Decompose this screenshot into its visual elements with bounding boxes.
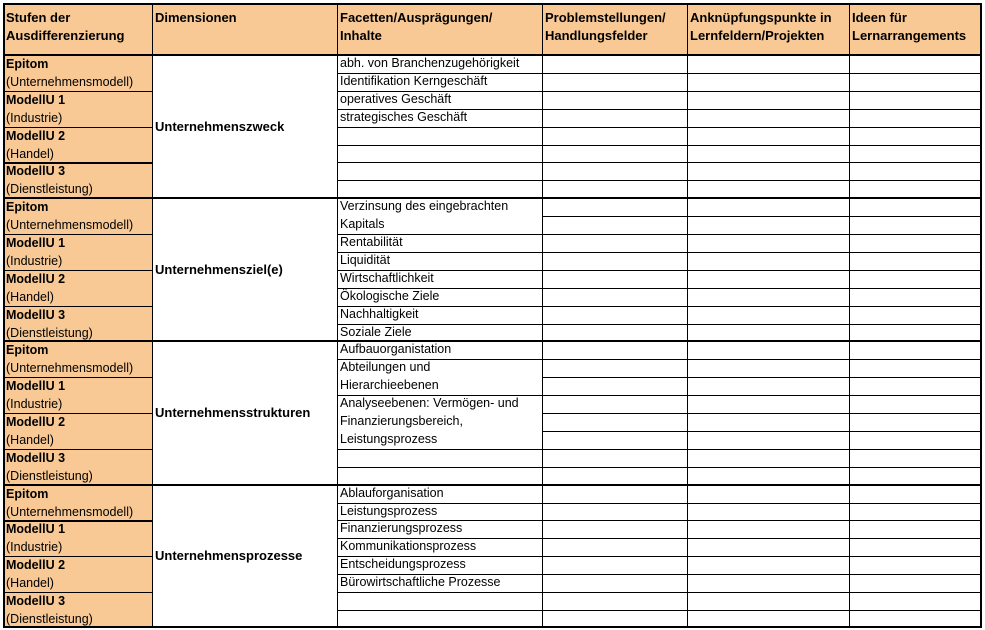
stage-cell — [3, 162, 152, 198]
stage-subtitle: (Unternehmensmodell) — [6, 504, 134, 519]
facet-cell: Rentabilität — [340, 235, 403, 249]
stage-subtitle: (Unternehmensmodell) — [6, 75, 134, 89]
stage-cell — [3, 413, 152, 449]
stage-name: ModellU 1 — [6, 522, 66, 537]
stage-cell — [3, 485, 152, 521]
header-ideen: Ideen für Lernarrangements — [849, 3, 982, 55]
header-stufen: Stufen der Ausdifferenzierung — [3, 3, 152, 55]
stage-name: ModellU 3 — [6, 450, 66, 465]
facet-cell: Nachhaltigkeit — [340, 306, 419, 321]
stage-divider — [3, 377, 152, 378]
stage-cell — [3, 377, 152, 413]
stage-divider — [3, 449, 152, 450]
dimension-unternehmensstrukturen: Unternehmensstrukturen — [155, 404, 311, 420]
stage-name: Epitom — [6, 200, 49, 215]
stage-name: ModellU 2 — [6, 271, 66, 286]
table — [3, 3, 982, 626]
stage-divider — [3, 234, 152, 235]
facet-cell: Wirtschaftlichkeit — [340, 270, 434, 285]
stage-name: ModellU 1 — [6, 379, 66, 394]
stage-name: Epitom — [6, 343, 49, 358]
facet-divider — [337, 324, 542, 325]
facet-divider — [337, 556, 542, 557]
stage-subtitle: (Industrie) — [6, 254, 63, 268]
section-divider — [3, 197, 982, 199]
table-top-border — [3, 3, 982, 5]
stage-cell — [3, 198, 152, 234]
stage-subtitle: (Industrie) — [6, 540, 63, 555]
facet-cell: Aufbauorganistation — [340, 342, 452, 357]
stage-subtitle: (Dienstleistung) — [6, 325, 93, 340]
stage-divider — [3, 162, 152, 163]
stage-name: ModellU 3 — [6, 307, 66, 322]
facet-divider — [337, 288, 542, 289]
facet-divider — [337, 538, 542, 539]
facet-divider — [337, 234, 542, 235]
facet-divider — [337, 162, 542, 163]
facet-divider — [337, 306, 542, 307]
grid-row-divider — [542, 234, 982, 235]
dimension-unternehmensziel-e: Unternehmensziel(e) — [155, 261, 283, 277]
facet-divider — [337, 145, 542, 146]
grid-row-divider — [542, 610, 982, 611]
stage-subtitle: (Dienstleistung) — [6, 612, 93, 626]
grid-row-divider — [542, 503, 982, 504]
facet-cell: Verzinsung des eingebrachten Kapitals — [340, 199, 509, 232]
stage-cell — [3, 127, 152, 163]
stage-divider — [3, 127, 152, 128]
stage-name: ModellU 1 — [6, 236, 66, 250]
facet-cell: Entscheidungsprozess — [340, 557, 466, 572]
stage-subtitle: (Dienstleistung) — [6, 468, 93, 483]
stage-cell — [3, 91, 152, 127]
grid-row-divider — [542, 73, 982, 74]
stage-cell — [3, 55, 152, 91]
stage-subtitle: (Industrie) — [6, 110, 63, 125]
facet-cell: Soziale Ziele — [340, 324, 412, 339]
facet-cell: Kommunikationsprozess — [340, 539, 477, 554]
empty-facet-cell — [337, 145, 542, 163]
facet-cell: Analyseebenen: Vermögen- und Finanzierungsbereich, Leistungsprozess — [340, 396, 519, 446]
facet-divider — [337, 127, 542, 128]
facet-cell: Ablauforganisation — [340, 485, 444, 500]
grid-row-divider — [542, 306, 982, 307]
facet-divider — [337, 252, 542, 253]
facet-divider — [337, 91, 542, 92]
empty-facet-cell — [337, 162, 542, 180]
column-divider — [980, 3, 982, 628]
column-divider — [337, 3, 338, 628]
facet-divider — [337, 359, 542, 360]
section-divider — [3, 484, 982, 486]
stage-subtitle: (Handel) — [6, 289, 54, 304]
grid-row-divider — [542, 556, 982, 557]
facet-cell: Finanzierungsprozess — [340, 521, 463, 536]
stage-cell — [3, 520, 152, 556]
table-bottom-border — [3, 626, 982, 628]
facet-divider — [337, 592, 542, 593]
facet-cell: Liquidität — [340, 252, 391, 267]
facet-divider — [337, 449, 542, 450]
grid-row-divider — [542, 145, 982, 146]
section-divider — [3, 340, 982, 342]
grid-row-divider — [542, 520, 982, 521]
grid-row-divider — [542, 592, 982, 593]
dimension-unternehmenszweck: Unternehmenszweck — [155, 118, 285, 134]
header-dimensionen: Dimensionen — [152, 3, 337, 55]
facet-divider — [337, 610, 542, 611]
stage-cell — [3, 306, 152, 342]
facet-cell: Leistungsprozess — [340, 503, 438, 518]
stage-subtitle: (Industrie) — [6, 397, 63, 412]
stage-cell — [3, 592, 152, 628]
grid-row-divider — [542, 252, 982, 253]
grid-row-divider — [542, 449, 982, 450]
grid-row-divider — [542, 413, 982, 414]
grid-row-divider — [542, 109, 982, 110]
grid-row-divider — [542, 216, 982, 217]
column-divider — [687, 3, 688, 628]
stage-divider — [3, 306, 152, 307]
stage-name: ModellU 2 — [6, 415, 66, 429]
stage-cell — [3, 449, 152, 485]
facet-divider — [337, 503, 542, 504]
grid-row-divider — [542, 431, 982, 432]
header-problemstellungen: Problemstellungen/ Handlungsfelder — [542, 3, 687, 55]
facet-divider — [337, 270, 542, 271]
stage-name: ModellU 3 — [6, 594, 66, 608]
facet-divider — [337, 180, 542, 181]
stage-subtitle: (Handel) — [6, 433, 54, 447]
grid-row-divider — [542, 538, 982, 539]
dimension-unternehmensprozesse: Unternehmensprozesse — [155, 548, 303, 564]
grid-row-divider — [542, 127, 982, 128]
stage-subtitle: (Unternehmensmodell) — [6, 361, 134, 376]
stage-name: Epitom — [6, 486, 49, 501]
facet-cell: Identifikation Kerngeschäft — [340, 73, 488, 88]
grid-row-divider — [542, 180, 982, 181]
stage-name: ModellU 3 — [6, 164, 66, 179]
stage-subtitle: (Handel) — [6, 576, 54, 591]
grid-row-divider — [542, 467, 982, 468]
stage-cell — [3, 341, 152, 377]
empty-facet-cell — [337, 467, 542, 485]
header-bottom-border — [3, 54, 982, 56]
stage-cell — [3, 556, 152, 592]
column-divider — [3, 3, 5, 628]
empty-facet-cell — [337, 127, 542, 145]
header-anknuepfungspunkte: Anknüpfungspunkte in Lernfeldern/Projekten — [687, 3, 849, 55]
column-divider — [849, 3, 850, 628]
stage-divider — [3, 556, 152, 557]
empty-facet-cell — [337, 592, 542, 610]
stage-subtitle: (Unternehmensmodell) — [6, 218, 134, 233]
grid-row-divider — [542, 359, 982, 360]
facet-cell: Ökologische Ziele — [340, 288, 440, 303]
header-facetten: Facetten/Ausprägungen/ Inhalte — [337, 3, 542, 55]
grid-row-divider — [542, 91, 982, 92]
column-divider — [542, 3, 543, 628]
stage-divider — [3, 592, 152, 593]
grid-row-divider — [542, 377, 982, 378]
stage-cell — [3, 234, 152, 270]
grid-row-divider — [542, 574, 982, 575]
stage-divider — [3, 413, 152, 414]
facet-cell: Abteilungen und Hierarchieebenen — [340, 360, 439, 393]
stage-subtitle: (Dienstleistung) — [6, 182, 93, 197]
column-divider — [152, 3, 153, 628]
stage-name: Epitom — [6, 57, 49, 71]
facet-divider — [337, 574, 542, 575]
stage-divider — [3, 270, 152, 271]
facet-divider — [337, 520, 542, 521]
stage-name: ModellU 1 — [6, 92, 66, 107]
grid-row-divider — [542, 395, 982, 396]
stage-name: ModellU 2 — [6, 128, 66, 143]
stage-subtitle: (Handel) — [6, 146, 54, 161]
grid-row-divider — [542, 162, 982, 163]
facet-divider — [337, 73, 542, 74]
facet-cell: operatives Geschäft — [340, 91, 452, 106]
facet-divider — [337, 395, 542, 396]
empty-facet-cell — [337, 180, 542, 198]
grid-row-divider — [542, 324, 982, 325]
stage-cell — [3, 270, 152, 306]
stage-name: ModellU 2 — [6, 558, 66, 573]
facet-cell: strategisches Geschäft — [340, 109, 468, 124]
facet-divider — [337, 467, 542, 468]
grid-row-divider — [542, 288, 982, 289]
empty-facet-cell — [337, 449, 542, 467]
grid-row-divider — [542, 270, 982, 271]
facet-divider — [337, 109, 542, 110]
stage-divider — [3, 91, 152, 92]
stage-divider — [3, 520, 152, 521]
facet-cell: abh. von Branchenzugehörigkeit — [340, 56, 520, 70]
facet-cell: Bürowirtschaftliche Prozesse — [340, 575, 501, 590]
